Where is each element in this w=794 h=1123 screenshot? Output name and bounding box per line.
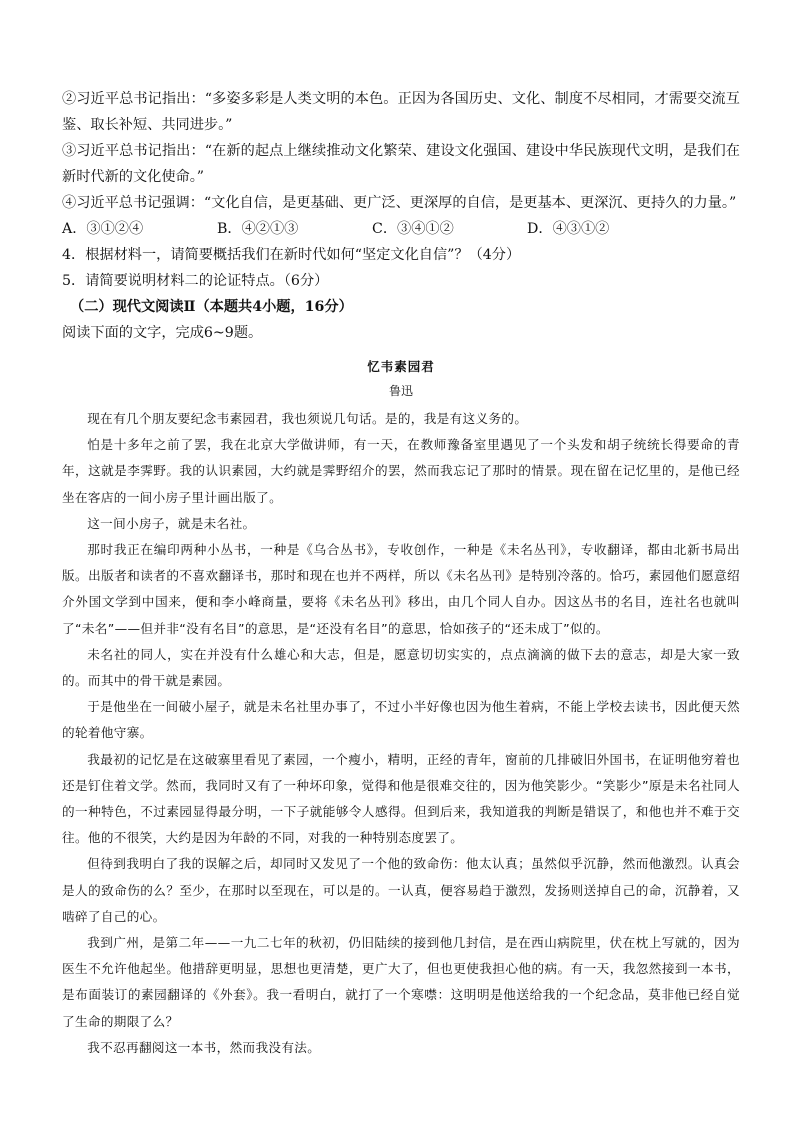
passage-paragraph: 但待到我明白了我的误解之后，却同时又发见了一个他的致命伤：他太认真；虽然似乎沉静，然而他激烈。认真会是人的致命伤的么？至少，在那时以至现在，可以是的。一认真，便容易趋于激烈，发扬则送掉自己的命，沉静着，又啮碎了自己的心。 bbox=[62, 856, 740, 924]
option-a: A．③①②④ bbox=[62, 221, 144, 237]
option-b: B．④②①③ bbox=[217, 221, 299, 237]
reading-instruction: 阅读下面的文字，完成6~9题。 bbox=[62, 325, 263, 341]
passage-paragraph: 未名社的同人，实在并没有什么雄心和大志，但是，愿意切切实实的，点点滴滴的做下去的意志，却是大家一致的。而其中的骨干就是素园。 bbox=[62, 646, 740, 689]
section-heading: （二）现代文阅读Ⅱ（本题共4小题，16分） bbox=[70, 299, 353, 315]
passage-paragraph: 于是他坐在一间破小屋子，就是未名社里办事了，不过小半好像也因为他生着病，不能上学校去读书，因此便天然的轮着他守寨。 bbox=[62, 699, 740, 741]
question-5: 5．请简要说明材料二的论证特点。（6分） bbox=[62, 273, 329, 289]
passage-paragraph: 我最初的记忆是在这破寨里看见了素园，一个瘦小，精明，正经的青年，窗前的几排破旧外国书，在证明他穷着也还是钉住着文学。然而，我同时又有了一种坏印象，觉得和他是很难交往的，因为他笑影少。“笑影少”原是未名社同人的一种特色，不过素园显得最分明，一下子就能够令人感得。但到后来，我知道我的判断是错误了，和他也并不难于交往。他的不很笑，大约是因为年龄的不同，对我的一种特别态度罢了。 bbox=[62, 751, 740, 846]
passage-paragraph: 我到广州，是第二年——一九二七年的秋初，仍旧陆续的接到他几封信，是在西山病院里，伏在枕上写就的，因为医生不允许他起坐。他措辞更明显，思想也更清楚，更广大了，但也更使我担心他的病。有一天，我忽然接到一本书，是布面装订的素园翻译的《外套》。我一看明白，就打了一个寒噤：这明明是他送给我的一个纪念品，莫非他已经自觉了生命的期限了么？ bbox=[62, 935, 740, 1029]
passage-paragraph: 现在有几个朋友要纪念韦素园君，我也须说几句话。是的，我是有这义务的。 bbox=[87, 411, 528, 426]
question-4: 4．根据材料一，请简要概括我们在新时代如何“坚定文化自信”？（4分） bbox=[62, 247, 521, 263]
exam-page bbox=[62, 86, 740, 1061]
passage-title: 忆韦素园君 bbox=[367, 359, 435, 374]
passage-paragraph: 那时我正在编印两种小丛书，一种是《乌合丛书》，专收创作，一种是《未名丛刊》，专收翻译，都由北新书局出版。出版者和读者的不喜欢翻译书，那时和现在也并不两样，所以《未名丛刊》是特别冷落的。恰巧，素园他们愿意绍介外国文学到中国来，便和李小峰商量，要将《未名丛刊》移出，由几个同人自办。因这丛书的名目，连社名也就叫了“未名”——但并非“没有名目”的意思，是“还没有名目”的意思，恰如孩子的“还未成丁”似的。 bbox=[62, 542, 740, 636]
answer-options bbox=[62, 216, 740, 242]
material-item-3: ③习近平总书记指出：“在新的起点上继续推动文化繁荣、建设文化强国、建设中华民族现代文明，是我们在新时代新的文化使命。” bbox=[62, 143, 740, 185]
reading-passage bbox=[62, 356, 740, 1061]
option-c: C．③④①② bbox=[372, 221, 454, 237]
passage-paragraph: 我不忍再翻阅这一本书，然而我没有法。 bbox=[87, 1039, 321, 1055]
material-item-4: ④习近平总书记强调：“文化自信，是更基础、更广泛、更深厚的自信，是更基本、更深沉、更持久的力量。” bbox=[62, 195, 737, 211]
passage-paragraph: 怕是十多年之前了罢，我在北京大学做讲师，有一天，在教师豫备室里遇见了一个头发和胡子统统长得要命的青年，这就是李霁野。我的认识素园，大约就是霁野绍介的罢，然而我忘记了那时的情景。现在留在记忆里的，是他已经坐在客店的一间小房子里计画出版了。 bbox=[62, 437, 740, 505]
passage-paragraph: 这一间小房子，就是未名社。 bbox=[87, 515, 256, 531]
option-d: D．④③①② bbox=[527, 221, 610, 237]
material-item-2: ②习近平总书记指出：“多姿多彩是人类文明的本色。正因为各国历史、文化、制度不尽相同，才需要交流互鉴、取长补短、共同进步。” bbox=[62, 91, 740, 133]
passage-author: 鲁迅 bbox=[388, 384, 413, 398]
